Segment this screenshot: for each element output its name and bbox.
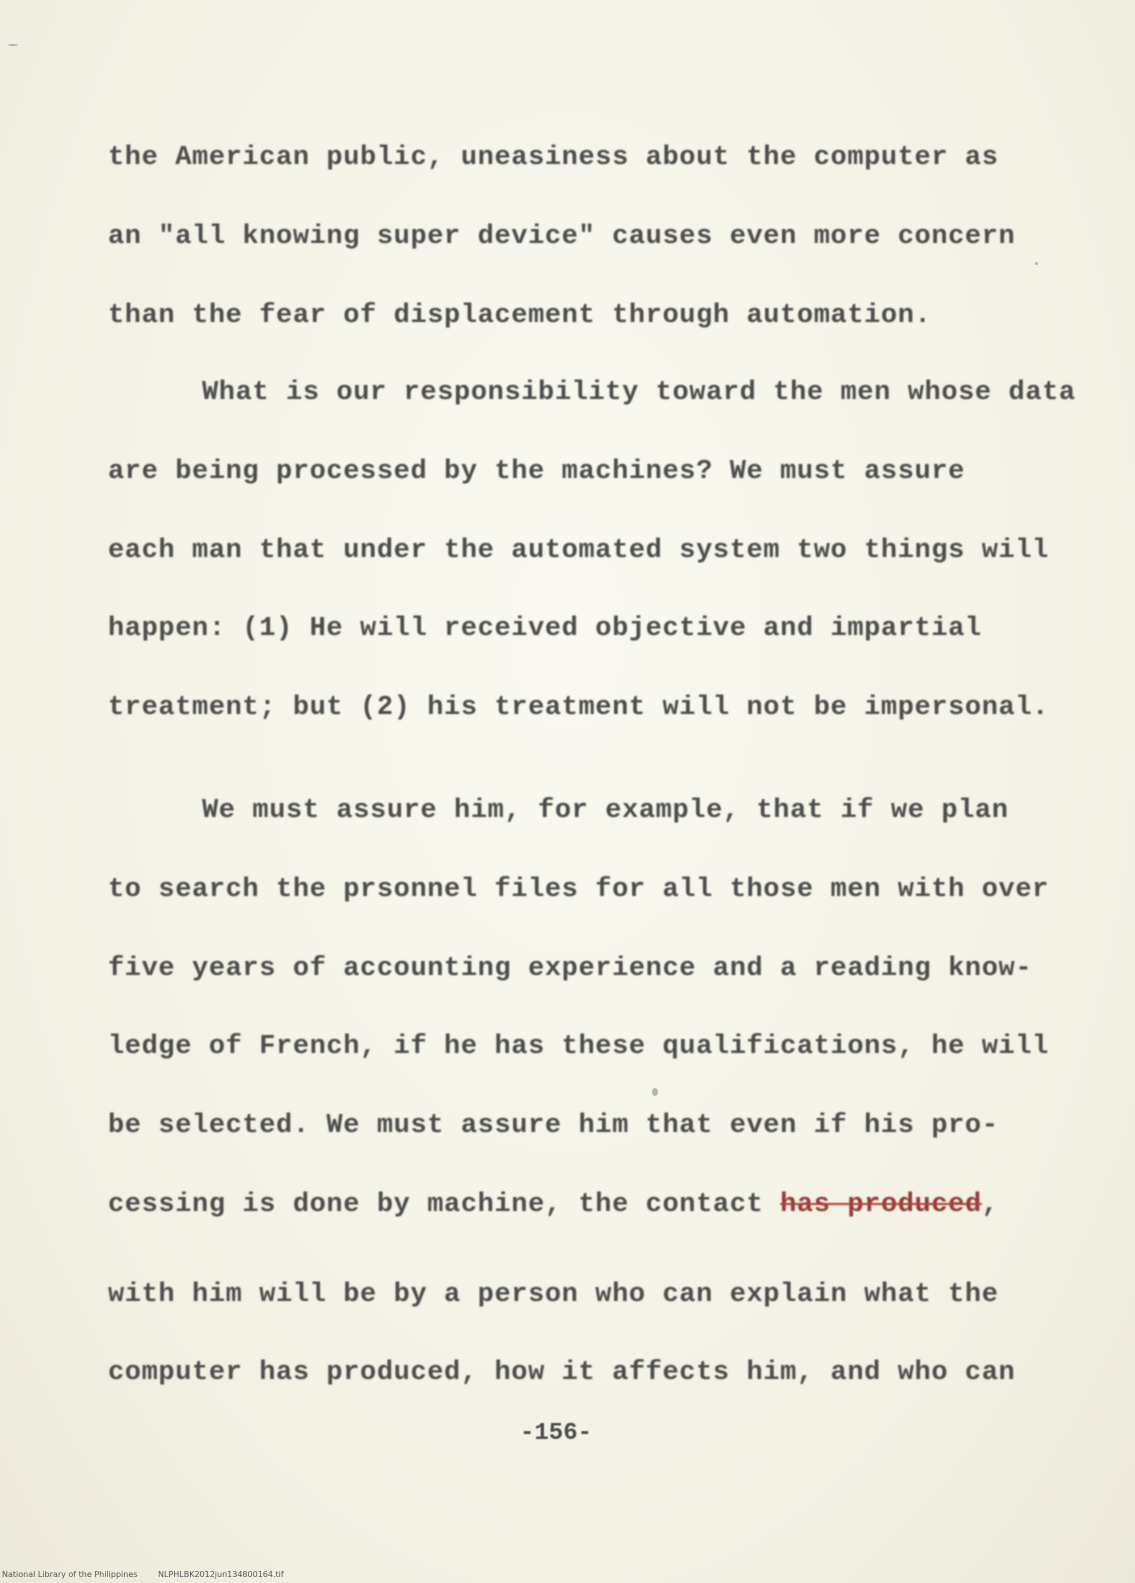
scan-footer bbox=[2, 1570, 302, 1579]
text-line: computer has produced, how it affects him, and who can bbox=[108, 1358, 1016, 1388]
text-line: happen: (1) He will received objective and impartial bbox=[108, 614, 982, 644]
text-line: than the fear of displacement through automation. bbox=[108, 301, 932, 331]
ink-speck bbox=[1035, 262, 1038, 265]
text-line: ledge of French, if he has these qualifications, he will bbox=[108, 1032, 1049, 1062]
ink-speck bbox=[8, 44, 18, 46]
text-line: be selected. We must assure him that even if his pro- bbox=[108, 1111, 999, 1141]
text-line: with him will be by a person who can explain what the bbox=[108, 1280, 999, 1310]
text-line: are being processed by the machines? We must assure bbox=[108, 457, 965, 487]
footer-file: NLPHLBK2012jun134800164.tif bbox=[157, 1570, 284, 1579]
text-line: What is our responsibility toward the men whose data bbox=[202, 378, 1076, 408]
page-number: -156- bbox=[520, 1420, 593, 1447]
struck-text: has produced bbox=[780, 1190, 982, 1220]
text-line: treatment; but (2) his treatment will not be impersonal. bbox=[108, 693, 1049, 723]
footer-library: National Library of the Philippines bbox=[2, 1570, 138, 1579]
text-line-start: cessing is done by machine, the contact bbox=[108, 1190, 764, 1220]
text-line: five years of accounting experience and a reading know- bbox=[108, 954, 1033, 984]
text-line: an "all knowing super device" causes even more concern bbox=[108, 222, 1016, 252]
text-line bbox=[108, 1190, 1028, 1220]
text-line: to search the prsonnel files for all those men with over bbox=[108, 875, 1049, 905]
text-line-end: , bbox=[981, 1190, 999, 1220]
ink-smudge bbox=[652, 1088, 658, 1096]
text-line: the American public, uneasiness about the computer as bbox=[108, 143, 999, 173]
text-line: We must assure him, for example, that if we plan bbox=[202, 796, 1009, 826]
text-line: each man that under the automated system two things will bbox=[108, 536, 1049, 566]
